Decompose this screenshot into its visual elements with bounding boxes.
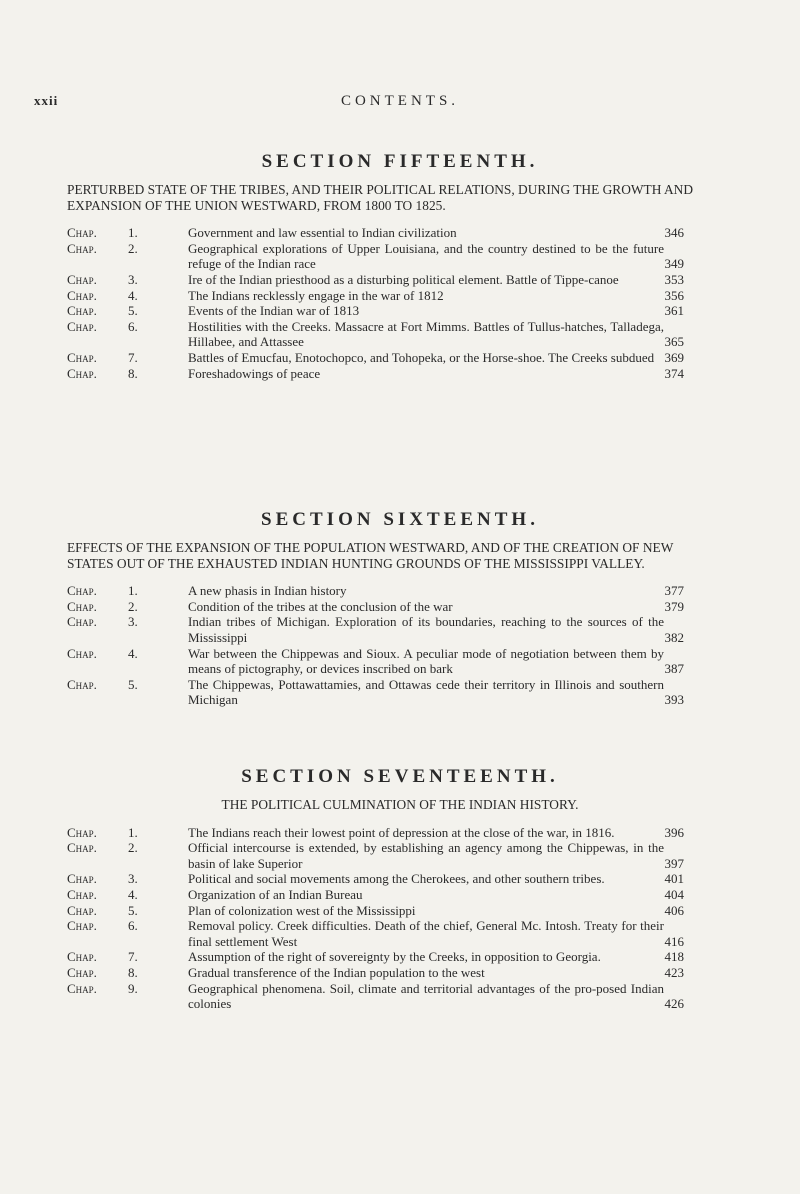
chapter-entry bbox=[0, 965, 800, 981]
chapter-list bbox=[0, 583, 800, 708]
chapter-label: Chap. bbox=[67, 349, 97, 365]
chapter-title: Hostilities with the Creeks. Massacre at Fort Mimms. Battles of Tullus-hatches, Talladega, Hillabee, and Attassee bbox=[188, 318, 664, 350]
chapter-title: The Indians reach their lowest point of depression at the close of the war, in 1816. bbox=[188, 824, 615, 840]
chapter-entry bbox=[0, 583, 800, 599]
chapter-title: Events of the Indian war of 1813 bbox=[188, 303, 360, 319]
chapter-page-number: 353 bbox=[664, 271, 684, 287]
chapter-page-number: 426 bbox=[664, 996, 684, 1012]
chapter-title: Ire of the Indian priesthood as a disturbing political element. Battle of Tippe-canoe bbox=[188, 271, 619, 287]
chapter-number: 4. bbox=[128, 645, 138, 661]
chapter-title: The Chippewas, Pottawattamies, and Ottawas cede their territory in Illinois and southern Michigan bbox=[188, 676, 664, 708]
running-title: CONTENTS. bbox=[340, 93, 460, 109]
chapter-number: 3. bbox=[128, 871, 138, 887]
chapter-entry bbox=[0, 918, 800, 949]
chapter-page-number: 349 bbox=[664, 256, 684, 272]
chapter-number: 2. bbox=[128, 840, 138, 856]
chapter-title: Indian tribes of Michigan. Exploration of its boundaries, reaching to the sources of the Mississippi bbox=[188, 614, 664, 645]
chapter-label: Chap. bbox=[67, 225, 97, 241]
chapter-title: Gradual transference of the Indian population to the west bbox=[188, 964, 485, 980]
chapter-number: 3. bbox=[128, 614, 138, 630]
chapter-number: 5. bbox=[128, 303, 138, 319]
chapter-page-number: 401 bbox=[664, 871, 684, 887]
chapter-number: 2. bbox=[128, 240, 138, 256]
chapter-title: Removal policy. Creek difficulties. Death of the chief, General Mc. Intosh. Treaty for their final settlement West bbox=[188, 918, 664, 949]
chapter-label: Chap. bbox=[67, 824, 97, 840]
chapter-entry bbox=[0, 614, 800, 645]
chapter-label: Chap. bbox=[67, 886, 97, 902]
chapter-entry bbox=[0, 646, 800, 677]
chapter-page-number: 356 bbox=[664, 287, 684, 303]
chapter-number: 4. bbox=[128, 287, 138, 303]
chapter-label: Chap. bbox=[67, 902, 97, 918]
chapter-title: The Indians recklessly engage in the war of 1812 bbox=[188, 287, 444, 303]
chapter-entry bbox=[0, 288, 800, 304]
chapter-number: 8. bbox=[128, 964, 138, 980]
chapter-title: A new phasis in Indian history bbox=[188, 583, 347, 599]
chapter-label: Chap. bbox=[67, 980, 97, 996]
chapter-label: Chap. bbox=[67, 303, 97, 319]
chapter-title: War between the Chippewas and Sioux. A peculiar mode of negotiation between them by means of pictography, or devices inscribed on bark bbox=[188, 645, 664, 677]
section-description: PERTURBED STATE OF THE TRIBES, AND THEIR POLITICAL RELATIONS, DURING THE GROWTH AND EXPANSION OF THE UNION WESTWARD, FROM 1800 TO 1825. bbox=[67, 182, 693, 213]
chapter-page-number: 377 bbox=[664, 583, 684, 599]
chapter-title: Condition of the tribes at the conclusion of the war bbox=[188, 598, 453, 614]
chapter-page-number: 374 bbox=[664, 365, 684, 381]
chapter-number: 9. bbox=[128, 980, 138, 996]
chapter-label: Chap. bbox=[67, 598, 97, 614]
chapter-page-number: 369 bbox=[664, 349, 684, 365]
chapter-page-number: 382 bbox=[664, 629, 684, 645]
chapter-label: Chap. bbox=[67, 949, 97, 965]
chapter-number: 2. bbox=[128, 598, 138, 614]
chapter-number: 4. bbox=[128, 886, 138, 902]
chapter-entry bbox=[0, 887, 800, 903]
running-head bbox=[0, 93, 800, 113]
chapter-entry bbox=[0, 319, 800, 350]
chapter-title: Government and law essential to Indian civilization bbox=[188, 225, 457, 241]
chapter-page-number: 346 bbox=[664, 225, 684, 241]
chapter-title: Political and social movements among the Cherokees, and other southern tribes. bbox=[188, 871, 605, 887]
chapter-page-number: 379 bbox=[664, 598, 684, 614]
chapter-entry bbox=[0, 825, 800, 841]
chapter-label: Chap. bbox=[67, 645, 97, 661]
section-seventeenth bbox=[0, 765, 800, 1012]
section-heading: SECTION SIXTEENTH. bbox=[261, 509, 539, 530]
chapter-label: Chap. bbox=[67, 287, 97, 303]
chapter-title: Foreshadowings of peace bbox=[188, 365, 321, 381]
chapter-label: Chap. bbox=[67, 614, 97, 630]
chapter-entry bbox=[0, 840, 800, 871]
chapter-number: 1. bbox=[128, 824, 138, 840]
chapter-number: 6. bbox=[128, 918, 138, 934]
chapter-label: Chap. bbox=[67, 676, 97, 692]
chapter-entry bbox=[0, 303, 800, 319]
chapter-number: 5. bbox=[128, 676, 138, 692]
chapter-entry bbox=[0, 225, 800, 241]
chapter-page-number: 423 bbox=[664, 964, 684, 980]
chapter-page-number: 361 bbox=[664, 303, 684, 319]
chapter-entry bbox=[0, 272, 800, 288]
chapter-page-number: 416 bbox=[664, 933, 684, 949]
chapter-label: Chap. bbox=[67, 318, 97, 334]
chapter-label: Chap. bbox=[67, 964, 97, 980]
chapter-number: 1. bbox=[128, 225, 138, 241]
chapter-number: 8. bbox=[128, 365, 138, 381]
chapter-entry bbox=[0, 677, 800, 708]
chapter-title: Assumption of the right of sovereignty by the Creeks, in opposition to Georgia. bbox=[188, 949, 601, 965]
chapter-label: Chap. bbox=[67, 583, 97, 599]
chapter-number: 5. bbox=[128, 902, 138, 918]
chapter-entry bbox=[0, 350, 800, 366]
chapter-entry bbox=[0, 599, 800, 615]
chapter-number: 6. bbox=[128, 318, 138, 334]
chapter-entry bbox=[0, 981, 800, 1012]
chapter-page-number: 397 bbox=[664, 855, 684, 871]
chapter-label: Chap. bbox=[67, 871, 97, 887]
section-sixteenth bbox=[0, 508, 800, 708]
chapter-entry bbox=[0, 871, 800, 887]
chapter-label: Chap. bbox=[67, 840, 97, 856]
chapter-page-number: 365 bbox=[664, 334, 684, 350]
chapter-entry bbox=[0, 949, 800, 965]
chapter-title: Geographical phenomena. Soil, climate and territorial advantages of the pro-posed Indian colonies bbox=[188, 980, 664, 1012]
chapter-number: 7. bbox=[128, 349, 138, 365]
chapter-number: 7. bbox=[128, 949, 138, 965]
chapter-label: Chap. bbox=[67, 240, 97, 256]
section-fifteenth bbox=[0, 150, 800, 381]
chapter-page-number: 406 bbox=[664, 902, 684, 918]
chapter-page-number: 393 bbox=[664, 692, 684, 708]
chapter-entry bbox=[0, 903, 800, 919]
chapter-title: Organization of an Indian Bureau bbox=[188, 886, 363, 902]
section-heading: SECTION SEVENTEENTH. bbox=[241, 766, 559, 787]
chapter-entry bbox=[0, 366, 800, 382]
chapter-label: Chap. bbox=[67, 271, 97, 287]
chapter-page-number: 418 bbox=[664, 949, 684, 965]
chapter-title: Geographical explorations of Upper Louisiana, and the country destined to be the future refuge of the Indian race bbox=[188, 240, 664, 272]
chapter-page-number: 396 bbox=[664, 824, 684, 840]
chapter-label: Chap. bbox=[67, 365, 97, 381]
chapter-list bbox=[0, 225, 800, 381]
chapter-title: Plan of colonization west of the Mississippi bbox=[188, 902, 416, 918]
section-description: THE POLITICAL CULMINATION OF THE INDIAN HISTORY. bbox=[221, 797, 579, 812]
chapter-label: Chap. bbox=[67, 918, 97, 934]
page-number: xxii bbox=[34, 93, 59, 108]
section-heading: SECTION FIFTEENTH. bbox=[261, 151, 539, 172]
chapter-list bbox=[0, 825, 800, 1012]
chapter-page-number: 404 bbox=[664, 886, 684, 902]
chapter-title: Official intercourse is extended, by establishing an agency among the Chippewas, in the basin of lake Superior bbox=[188, 840, 664, 871]
chapter-title: Battles of Emucfau, Enotochopco, and Tohopeka, or the Horse-shoe. The Creeks subdued bbox=[188, 349, 655, 365]
chapter-number: 1. bbox=[128, 583, 138, 599]
chapter-number: 3. bbox=[128, 271, 138, 287]
section-description: EFFECTS OF THE EXPANSION OF THE POPULATION WESTWARD, AND OF THE CREATION OF NEW STATES OUT OF THE EXHAUSTED INDIAN HUNTING GROUNDS OF THE MISSISSIPPI VALLEY. bbox=[67, 540, 674, 571]
chapter-page-number: 387 bbox=[664, 661, 684, 677]
chapter-entry bbox=[0, 241, 800, 272]
